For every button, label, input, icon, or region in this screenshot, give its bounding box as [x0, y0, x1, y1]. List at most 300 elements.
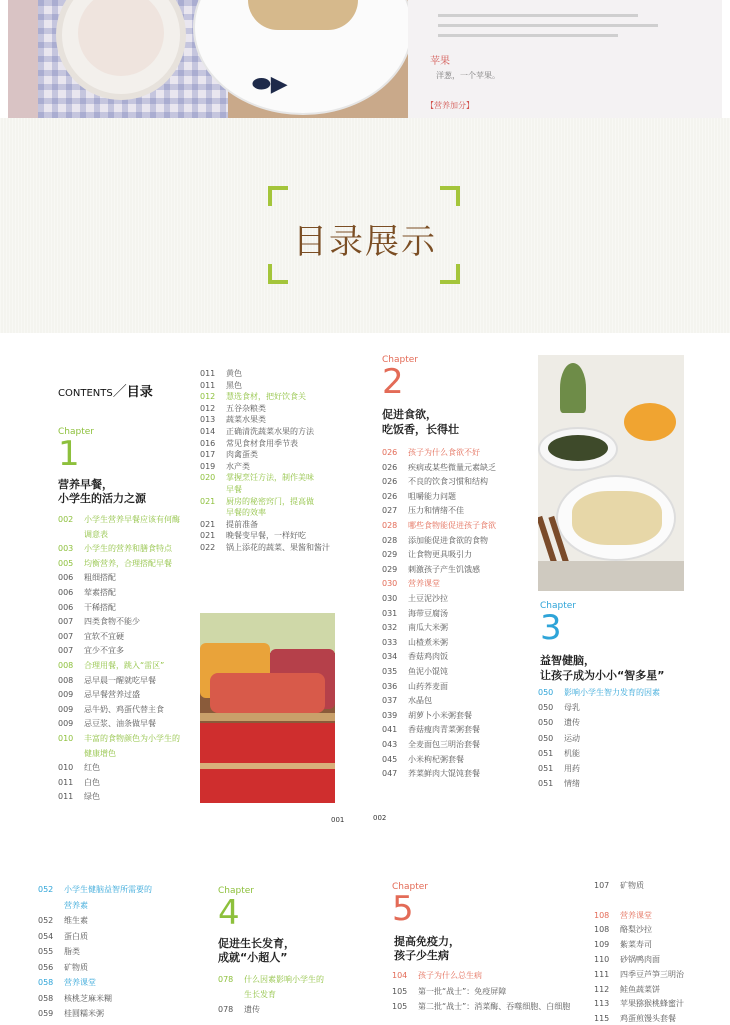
toc-entry-page: 050: [538, 718, 554, 728]
toc-entry: [58, 791, 100, 803]
toc-entry-title: 遗传: [564, 718, 580, 728]
toc-entry-page: 058: [38, 993, 54, 1003]
toc-entry-page: 105: [392, 986, 408, 996]
chapter-3-number: 3: [540, 608, 562, 648]
toc-entry-page: 056: [38, 962, 54, 972]
toc-entry: [38, 884, 152, 896]
toc-entry-title: 脂类: [64, 947, 80, 956]
toc-entry-page: 011: [58, 792, 74, 802]
toc-entry: [58, 616, 140, 628]
toc-entry: [538, 748, 580, 760]
toc-entry-page: 009: [58, 719, 74, 729]
contents-zh: 目录: [126, 385, 153, 400]
toc-entry-page: 033: [382, 637, 398, 647]
nutrition-label: 【营养加分】: [426, 101, 474, 110]
toc-entry-title: 白色: [84, 777, 100, 787]
toc-spread-top: [22, 333, 708, 825]
toc-entry-page: 039: [382, 710, 398, 720]
toc-entry-page: 059: [38, 1009, 54, 1018]
toc-entry: [58, 558, 172, 570]
toc-entry-page: 005: [58, 558, 74, 568]
toc-entry: [218, 974, 324, 986]
toc-entry-title: 提前准备: [226, 519, 258, 529]
toc-entry: [200, 472, 314, 484]
pink-cloth: [8, 0, 38, 118]
toc-entry-page: 055: [38, 947, 54, 956]
toc-entry-page: 021: [200, 531, 216, 541]
toc-entry-page: 027: [382, 506, 398, 516]
bracket-top-right: [440, 186, 460, 206]
toc-entry-page: 032: [382, 623, 398, 633]
toc-entry-title: 小米枸杞粥套餐: [408, 754, 464, 764]
toc-entry-page: 051: [538, 764, 554, 773]
toc-entry-page: 008: [58, 661, 74, 670]
toc-entry: [392, 986, 506, 998]
toc-entry-page: 026: [382, 448, 398, 457]
toc-entry-title: 小学生健脑益智所需要的: [64, 885, 152, 894]
toc-entry: [594, 939, 652, 951]
toc-entry: [58, 689, 140, 701]
toc-entry-title: 苹果猕猴桃蜂蜜汁: [620, 999, 684, 1009]
toc-entry-page: 050: [538, 703, 554, 713]
toc-entry: [58, 602, 116, 614]
toc-entry: [38, 1008, 104, 1020]
toc-entry: [538, 763, 580, 775]
toc-entry-page: 108: [594, 925, 610, 935]
toc-entry-page: 011: [58, 777, 74, 787]
chapter-5-word: Chapter: [392, 882, 428, 892]
toc-entry-page: 013: [200, 415, 216, 425]
toc-entry-page: 003: [58, 544, 74, 554]
toc-entry-title: 红色: [84, 763, 100, 773]
toc-entry-title: 刺激孩子产生饥饿感: [408, 564, 480, 574]
toc-entry: [538, 778, 580, 790]
toc-entry-page: 052: [38, 885, 54, 894]
toc-entry: [538, 733, 580, 745]
toc-entry-page: 029: [382, 550, 398, 560]
toc-entry-title: 影响小学生智力发育的因素: [564, 688, 660, 697]
toc-entry-page: 010: [58, 763, 74, 773]
toc-entry-title: 合理用餐，跳入“雷区”: [84, 661, 165, 670]
chapter-2-title-line1: 促进食欲，: [382, 408, 437, 421]
toc-entry-title: 矿物质: [620, 881, 644, 890]
toc-entry: [58, 529, 108, 541]
toc-entry-page: 028: [382, 521, 398, 530]
toc-entry-page: 041: [382, 725, 398, 735]
section-title: 目录展示: [293, 222, 437, 262]
toc-entry: [382, 608, 448, 620]
toc-entry-page: 051: [538, 748, 554, 758]
toc-entry: [382, 681, 448, 693]
toc-entry: [58, 660, 164, 672]
toc-entry: [58, 587, 116, 599]
toc-entry-page: 078: [218, 1005, 234, 1014]
toc-entry-page: 030: [382, 579, 398, 589]
toc-entry: [200, 403, 266, 415]
toc-entry: [392, 970, 482, 982]
toc-entry: [382, 564, 480, 576]
toc-entry-page: 012: [200, 403, 216, 413]
title-section: [0, 118, 730, 333]
toc-entry: [594, 984, 660, 996]
toc-entry: [382, 768, 480, 780]
toc-entry-title: 营养课堂: [64, 978, 96, 987]
toc-entry: [58, 704, 164, 716]
toc-entry: [594, 1013, 676, 1025]
toc-entry-title: 晚餐变早餐，一样好吃: [226, 531, 306, 541]
toc-entry-page: 011: [200, 369, 216, 378]
toc-entry-page: 045: [382, 754, 398, 764]
toc-entry-title: 荤素搭配: [84, 588, 116, 597]
toc-entry-title: 黑色: [226, 380, 242, 390]
toc-entry-title: 香菇瘦肉青菜粥套餐: [408, 725, 480, 735]
toc-entry: [200, 449, 258, 461]
toc-entry: [58, 514, 180, 526]
toc-entry-title: 水晶包: [408, 696, 432, 706]
toc-entry-title: 南瓜大米粥: [408, 623, 448, 633]
toc-entry-title: 忌牛奶、鸡蛋代替主食: [84, 704, 164, 714]
toc-entry: [200, 414, 266, 426]
toc-entry-title: 运动: [564, 733, 580, 743]
chapter-1-title-line2: 小学生的活力之源: [58, 492, 146, 505]
toc-entry: [382, 462, 496, 474]
toc-entry-page: 047: [382, 769, 398, 779]
toc-entry-title: 孩子为什么总生病: [418, 971, 482, 980]
toc-entry-title: 情绪: [564, 779, 580, 789]
toc-entry-title: 掌握烹饪方法，制作美味: [226, 473, 314, 483]
toc-entry-title: 咀嚼能力问题: [408, 491, 456, 501]
toc-entry-page: 012: [200, 392, 216, 402]
toc-entry-title: 机能: [564, 748, 580, 758]
toc-entry: [538, 717, 580, 729]
toc-entry-page: 034: [382, 652, 398, 662]
toc-entry-title: 酪梨沙拉: [620, 925, 652, 935]
toc-entry-page: 108: [594, 910, 610, 920]
toc-entry-title: 母乳: [564, 703, 580, 713]
toc-entry-page: 007: [58, 631, 74, 641]
toc-entry-page: 017: [200, 450, 216, 460]
toc-entry-page: 007: [58, 646, 74, 656]
toc-entry-title: 香菇鸡肉饭: [408, 652, 448, 662]
toc-entry-title: 生长发育: [244, 990, 276, 999]
contents-sep: ／: [112, 384, 127, 400]
toc-entry-title: 什么因素影响小学生的: [244, 975, 324, 984]
toc-entry: [200, 380, 242, 392]
toc-entry: [382, 520, 496, 532]
toc-entry-title: 正确清洗蔬菜水果的方法: [226, 427, 314, 436]
toc-entry: [58, 645, 124, 657]
chapter-3-word: Chapter: [540, 601, 576, 611]
toc-entry: [58, 777, 100, 789]
chapter-4-title-line2: 成就“小超人”: [218, 951, 288, 964]
toc-entry-title: 孩子为什么食欲不好: [408, 448, 480, 457]
toc-entry-page: 016: [200, 438, 216, 448]
page-number-left: 001: [331, 816, 345, 824]
toc-entry-title: 水产类: [226, 461, 250, 471]
toc-entry-title: 宜少不宜多: [84, 646, 124, 656]
toc-entry-page: 021: [200, 496, 216, 506]
bracket-bottom-left: [268, 264, 288, 284]
toc-entry: [200, 438, 298, 450]
chapter-1-title-line1: 营养早餐，: [58, 478, 113, 491]
toc-entry: [200, 496, 314, 508]
toc-entry: [200, 461, 250, 473]
toc-entry: [382, 637, 448, 649]
apple-label: 苹果: [430, 56, 450, 67]
chapter-4-title-line1: 促进生长发育，: [218, 937, 295, 950]
toc-entry-page: 110: [594, 955, 610, 964]
toc-entry: [58, 762, 100, 774]
toc-entry: [382, 666, 448, 678]
toc-entry-title: 山药荞麦面: [408, 681, 448, 691]
toc-entry: [58, 675, 156, 687]
toc-entry-title: 不良的饮食习惯和结构: [408, 477, 488, 487]
toc-entry-page: 006: [58, 588, 74, 597]
toc-entry: [200, 519, 258, 531]
contents-heading: [58, 381, 153, 401]
toc-entry: [382, 710, 472, 722]
toc-entry-page: 006: [58, 602, 74, 612]
toc-entry-page: 107: [594, 881, 610, 890]
toc-entry: [594, 924, 652, 936]
toc-entry-title: 营养课堂: [408, 579, 440, 589]
toc-entry-page: 050: [538, 688, 554, 697]
toc-entry: [594, 910, 652, 922]
toc-entry-title: 胡萝卜小米粥套餐: [408, 710, 472, 720]
toc-entry: [382, 593, 448, 605]
toc-entry: [382, 622, 448, 634]
toc-entry: [538, 687, 660, 699]
toc-entry-title: 肉禽蛋类: [226, 450, 258, 460]
toc-entry-page: 021: [200, 519, 216, 529]
toc-entry-title: 粗细搭配: [84, 573, 116, 583]
toc-entry-page: 030: [382, 594, 398, 603]
toc-entry-title: 干稀搭配: [84, 602, 116, 612]
toc-entry-page: 026: [382, 477, 398, 487]
toc-entry: [594, 954, 660, 966]
contents-en: CONTENTS: [58, 388, 113, 399]
chapter-1-word: Chapter: [58, 427, 94, 437]
toc-entry-page: 006: [58, 573, 74, 583]
toc-entry-title: 核桃芝麻米糊: [64, 993, 112, 1003]
toc-entry-title: 营养素: [64, 900, 88, 910]
fish-pattern-icon: ⬬▶: [252, 72, 288, 97]
toc-entry-page: 020: [200, 473, 216, 483]
toc-entry-page: 036: [382, 681, 398, 691]
toc-entry-page: 078: [218, 975, 234, 984]
toc-entry: [594, 880, 644, 892]
toc-entry-page: 112: [594, 984, 610, 994]
toc-entry-page: 008: [58, 675, 74, 685]
toc-entry: [382, 651, 448, 663]
toc-entry-title: 小学生的营养和膳食特点: [84, 544, 172, 554]
chapter-2-word: Chapter: [382, 355, 418, 365]
chapter-2-title-line2: 吃饭香，长得壮: [382, 423, 459, 436]
toc-entry-page: 113: [594, 999, 610, 1009]
toc-entry-title: 压力和情绪不佳: [408, 506, 464, 516]
toc-entry: [38, 900, 88, 912]
toc-entry: [218, 989, 276, 1001]
toc-entry-title: 营养课堂: [620, 910, 652, 920]
toc-entry-page: 050: [538, 733, 554, 743]
toc-entry-title: 均衡营养，合理搭配早餐: [84, 558, 172, 568]
toc-entry: [382, 549, 472, 561]
toc-entry-title: 用药: [564, 764, 580, 773]
toc-entry-title: 土豆泥沙拉: [408, 594, 448, 603]
toc-entry-title: 黄色: [226, 369, 242, 378]
toc-entry-title: 矿物质: [64, 962, 88, 972]
toc-entry: [382, 535, 488, 547]
toc-entry-title: 忌早餐营养过盛: [84, 690, 140, 700]
toc-entry-title: 第二批“战士”：消菜酶、吞噬细胞、白细胞: [418, 1002, 571, 1011]
toc-entry-page: 109: [594, 940, 610, 950]
toc-entry-page: 029: [382, 564, 398, 574]
toc-entry-title: 四季豆芦笋三明治: [620, 969, 684, 979]
page-gap: [0, 825, 730, 868]
toc-entry-page: 026: [382, 462, 398, 472]
toc-entry-title: 四类食物不能少: [84, 617, 140, 627]
toc-entry-title: 常见食材食用季节表: [226, 438, 298, 448]
toc-entry-page: 007: [58, 617, 74, 627]
toc-entry-page: 011: [200, 380, 216, 390]
toc-entry-title: 蔬菜水果类: [226, 415, 266, 425]
toc-entry: [38, 993, 112, 1005]
toc-entry-page: 111: [594, 969, 610, 979]
toc-entry: [58, 733, 180, 745]
toc-entry-page: 022: [200, 543, 216, 552]
toc-entry-page: 014: [200, 427, 216, 436]
bracket-top-left: [268, 186, 288, 206]
toc-entry-title: 荞菜鲜肉大馄饨套餐: [408, 769, 480, 779]
chapter-5-title-line2: 孩子少生病: [394, 949, 449, 962]
apple-text: 洋葱，一个苹果。: [436, 71, 500, 80]
toc-entry-title: 海带豆腐汤: [408, 608, 448, 618]
toc-entry: [538, 702, 580, 714]
toc-entry-title: 忌豆浆、油条做早餐: [84, 719, 156, 729]
toc-entry-title: 桂圆糯米粥: [64, 1009, 104, 1018]
toc-entry-title: 慧选食材，把好饮食关: [226, 392, 306, 402]
toc-entry-page: 035: [382, 667, 398, 676]
toc-entry-title: 鱼泥小馄饨: [408, 667, 448, 676]
toc-entry-page: 037: [382, 696, 398, 706]
toc-entry-page: 002: [58, 515, 74, 524]
toc-entry: [200, 530, 306, 542]
toc-entry: [218, 1004, 260, 1016]
toc-entry-title: 锅上添花的蔬菜、果酱和酱汁: [226, 543, 330, 552]
toc-entry-title: 遗传: [244, 1005, 260, 1014]
toc-entry-title: 调意表: [84, 529, 108, 539]
toc-entry-title: 维生素: [64, 916, 88, 925]
toc-entry: [382, 491, 456, 503]
toc-entry: [38, 962, 88, 974]
toc-entry-page: 105: [392, 1002, 408, 1011]
chapter-1-number: 1: [58, 434, 80, 474]
toc-entry-page: 054: [38, 931, 54, 941]
toc-entry-title: 哪些食物能促进孩子食欲: [408, 521, 496, 530]
toc-entry-title: 添加能促进食欲的食物: [408, 535, 488, 545]
toc-entry-title: 五谷杂粮类: [226, 403, 266, 413]
toc-entry-title: 早餐: [226, 485, 242, 494]
toc-entry-title: 丰富的食物颜色为小学生的: [84, 734, 180, 743]
toc-entry-title: 砂锅鸭肉面: [620, 955, 660, 964]
toc-entry: [200, 542, 330, 554]
bracket-bottom-right: [440, 264, 460, 284]
toc-entry: [382, 476, 488, 488]
toc-entry: [200, 391, 306, 403]
grilled-fish: [248, 0, 358, 30]
toc-entry: [594, 998, 684, 1010]
open-book: [408, 0, 722, 118]
toc-entry-page: 051: [538, 779, 554, 789]
toc-entry-page: 043: [382, 740, 398, 749]
fruit-market-photo: [200, 613, 335, 803]
toc-entry-title: 疾病或某些微量元素缺乏: [408, 462, 496, 472]
toc-entry: [392, 1001, 570, 1013]
toc-entry-title: 山楂煮米粥: [408, 637, 448, 647]
page-number-right: 002: [373, 814, 387, 822]
toc-entry-page: 052: [38, 916, 54, 925]
toc-entry: [58, 718, 156, 730]
dumplings-photo: [538, 355, 684, 591]
toc-entry: [200, 426, 314, 438]
chapter-3-title-line1: 益智健脑，: [540, 654, 595, 667]
chapter-3-title-line2: 让孩子成为小小“智多星”: [540, 669, 665, 682]
toc-entry-title: 小学生营养早餐应该有何酶: [84, 515, 180, 524]
toc-entry-title: 厨房的秘密窍门，提高做: [226, 496, 314, 506]
toc-entry: [382, 695, 432, 707]
toc-entry: [58, 543, 172, 555]
toc-entry: [38, 915, 88, 927]
toc-entry: [58, 631, 124, 643]
toc-entry-page: 031: [382, 608, 398, 618]
toc-entry-page: 009: [58, 704, 74, 714]
toc-entry-title: 忌早晨一醒就吃早餐: [84, 675, 156, 685]
toc-entry: [382, 447, 480, 459]
toc-entry-title: 健康增色: [84, 748, 116, 758]
toc-entry: [382, 724, 480, 736]
toc-entry: [58, 572, 116, 584]
toc-entry-title: 紫菜寿司: [620, 940, 652, 950]
toc-entry-title: 鸡蛋煎馒头套餐: [620, 1014, 676, 1024]
toc-entry-title: 全麦面包三明治套餐: [408, 740, 480, 749]
toc-entry-page: 115: [594, 1014, 610, 1024]
chapter-4-word: Chapter: [218, 886, 254, 896]
toc-entry-page: 104: [392, 971, 408, 980]
toc-entry: [382, 739, 480, 751]
toc-entry: [38, 977, 96, 989]
toc-entry-title: 蛋白质: [64, 931, 88, 941]
toc-entry: [382, 578, 440, 590]
top-banner-photo: [8, 0, 722, 118]
toc-entry-title: 鲑鱼蔬菜饼: [620, 984, 660, 994]
toc-entry: [382, 754, 464, 766]
toc-entry-title: 宜软不宜硬: [84, 631, 124, 641]
toc-entry: [594, 895, 620, 907]
toc-entry-page: 009: [58, 690, 74, 700]
toc-entry-title: 让食物更具吸引力: [408, 550, 472, 560]
toc-entry-page: 019: [200, 461, 216, 471]
chapter-4-number: 4: [218, 893, 240, 933]
toc-entry: [594, 969, 684, 981]
toc-entry: [200, 507, 266, 519]
toc-entry-page: 028: [382, 535, 398, 545]
chapter-5-title-line1: 提高免疫力，: [394, 935, 460, 948]
toc-entry: [200, 368, 242, 380]
toc-entry-page: 058: [38, 978, 54, 987]
toc-spread-bottom: [22, 868, 708, 1024]
toc-entry-title: 绿色: [84, 792, 100, 802]
chapter-2-number: 2: [382, 362, 404, 402]
